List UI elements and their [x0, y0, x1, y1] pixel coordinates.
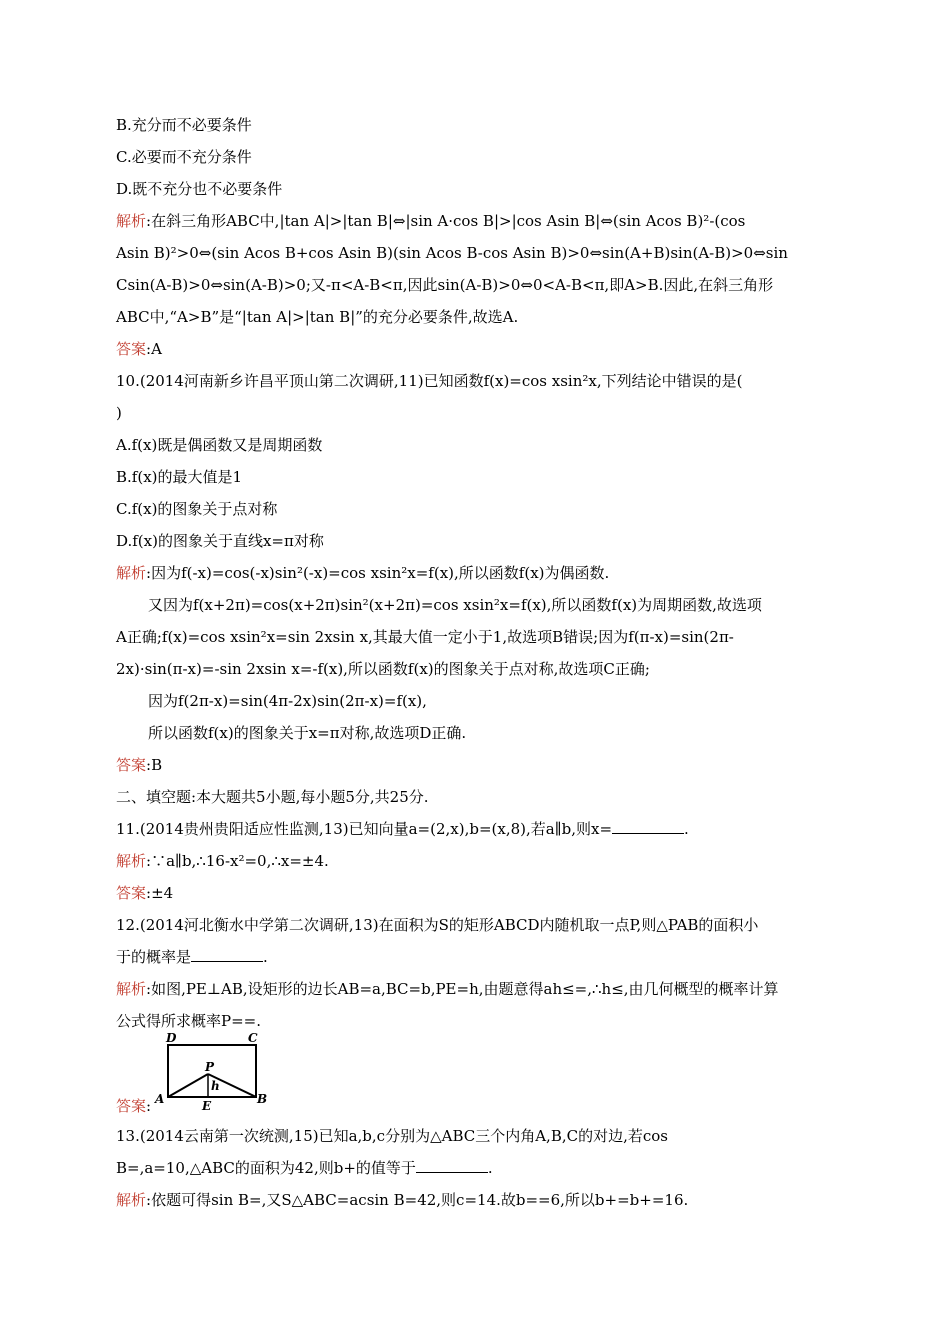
- text-line: [116, 819, 689, 839]
- line-text: D.f(x)的图象关于直线x=π对称: [116, 532, 324, 550]
- line-text: 12.(2014河北衡水中学第二次调研,13)在面积为S的矩形ABCD内随机取一点P,则△PAB的面积小: [116, 916, 759, 934]
- line-text: 10.(2014河南新乡许昌平顶山第二次调研,11)已知函数f(x)=cos xsin²x,下列结论中错误的是(: [116, 372, 743, 390]
- line-text: :: [146, 1097, 152, 1115]
- line-text: Asin B)²>0⇔(sin Acos B+cos Asin B)(sin Acos B-cos Asin B)>0⇔sin(A+B)sin(A-B)>0⇔sin: [116, 244, 788, 262]
- analysis-label: 解析: [116, 212, 147, 230]
- text-line: [116, 1126, 668, 1146]
- analysis-label: 解析: [116, 980, 147, 998]
- line-text: Csin(A-B)>0⇔sin(A-B)>0;又-π<A-B<π,因此sin(A-B)>0⇔0<A-B<π,即A>B.因此,在斜三角形: [116, 276, 774, 294]
- line-text: ABC中,“A>B”是“|tan A|>|tan B|”的充分必要条件,故选A.: [116, 308, 519, 326]
- text-line: [116, 179, 282, 199]
- text-line: [116, 275, 773, 295]
- line-text: 又因为f(x+2π)=cos(x+2π)sin²(x+2π)=cos xsin²x=f(x),所以函数f(x)为周期函数,故选项: [148, 596, 762, 614]
- answer-blank: [612, 819, 684, 834]
- line-text: :∵a∥b,∴16-x²=0,∴x=±4.: [146, 852, 329, 870]
- analysis-line: [116, 563, 609, 583]
- text-line: [116, 435, 322, 455]
- line-text: :如图,PE⊥AB,设矩形的边长AB=a,BC=b,PE=h,由题意得ah≤=,∴h≤,由几何概型的概率计算: [146, 980, 779, 998]
- text-line: [116, 403, 122, 423]
- label-d: D: [166, 1031, 177, 1045]
- blank-period: .: [263, 948, 268, 966]
- answer-label: 答案: [116, 756, 147, 774]
- line-text: 11.(2014贵州贵阳适应性监测,13)已知向量a=(2,x),b=(x,8),若a∥b,则x=: [116, 820, 613, 838]
- text-line: [116, 467, 242, 487]
- label-c: C: [248, 1031, 258, 1045]
- text-line: [148, 723, 466, 743]
- line-text: 所以函数f(x)的图象关于x=π对称,故选项D正确.: [148, 724, 467, 742]
- blank-period: .: [487, 1159, 493, 1177]
- text-line: [116, 947, 268, 967]
- text-line: [116, 371, 742, 391]
- line-text: 13.(2014云南第一次统测,15)已知a,b,c分别为△ABC三个内角A,B,C的对边,若cos: [116, 1127, 668, 1145]
- analysis-line: [116, 979, 779, 999]
- analysis-label: 解析: [116, 564, 147, 582]
- answer-label: 答案: [116, 340, 147, 358]
- line-text: B.充分而不必要条件: [116, 116, 252, 134]
- text-line: [148, 595, 762, 615]
- line-text: C.必要而不充分条件: [116, 148, 252, 166]
- text-line: [148, 691, 427, 711]
- label-p: P: [205, 1060, 215, 1074]
- answer-blank: [191, 947, 263, 962]
- answer-line: [116, 755, 162, 775]
- answer-line: [116, 339, 162, 359]
- line-text: D.既不充分也不必要条件: [116, 180, 283, 198]
- label-b: B: [257, 1092, 268, 1106]
- segment-pa: [168, 1074, 208, 1097]
- analysis-line: [116, 1190, 688, 1210]
- text-line: [116, 307, 518, 327]
- line-text: A.f(x)既是偶函数又是周期函数: [116, 436, 323, 454]
- line-text: A正确;f(x)=cos xsin²x=sin 2xsin x,其最大值一定小于1,故选项B错误;因为f(π-x)=sin(2π-: [116, 628, 734, 646]
- text-line: [116, 531, 324, 551]
- label-e: E: [202, 1099, 212, 1112]
- line-text: :±4: [146, 884, 174, 902]
- text-line: [116, 243, 788, 263]
- line-text: B=,a=10,△ABC的面积为42,则b+的值等于: [116, 1159, 416, 1177]
- line-text: B.f(x)的最大值是1: [116, 468, 243, 486]
- text-line: [116, 1158, 493, 1178]
- text-line: [116, 1011, 261, 1031]
- answer-label: 答案: [116, 884, 147, 902]
- text-line: [116, 659, 650, 679]
- line-text: :因为f(-x)=cos(-x)sin²(-x)=cos xsin²x=f(x),所以函数f(x)为偶函数.: [146, 564, 610, 582]
- label-a: A: [155, 1092, 165, 1106]
- rectangle-figure: [150, 1030, 270, 1112]
- text-line: [116, 627, 734, 647]
- text-line: [116, 787, 429, 807]
- line-text: 因为f(2π-x)=sin(4π-2x)sin(2π-x)=f(x),: [148, 692, 427, 710]
- line-text: 2x)·sin(π-x)=-sin 2xsin x=-f(x),所以函数f(x)的图象关于点对称,故选项C正确;: [116, 660, 650, 678]
- analysis-line: [116, 851, 329, 871]
- line-text: :A: [146, 340, 162, 358]
- line-text: :在斜三角形ABC中,|tan A|>|tan B|⇔|sin A·cos B|>|cos Asin B|⇔(sin Acos B)²-(cos: [146, 212, 746, 230]
- analysis-label: 解析: [116, 852, 147, 870]
- text-line: [116, 147, 252, 167]
- label-h: h: [211, 1079, 220, 1093]
- answer-blank: [416, 1158, 488, 1173]
- line-text: C.f(x)的图象关于点对称: [116, 500, 278, 518]
- line-text: 公式得所求概率P==.: [116, 1012, 261, 1030]
- line-text: 于的概率是: [116, 948, 192, 966]
- answer-line: [116, 883, 173, 903]
- answer-label: 答案: [116, 1097, 147, 1115]
- line-text: :B: [146, 756, 163, 774]
- text-line: [116, 915, 758, 935]
- analysis-label: 解析: [116, 1191, 147, 1209]
- line-text: :依题可得sin B=,又S△ABC=acsin B=42,则c=14.故b==6,所以b+=b+=16.: [146, 1191, 689, 1209]
- answer-line: [116, 1096, 151, 1116]
- line-text: ): [116, 404, 122, 422]
- text-line: [116, 499, 277, 519]
- text-line: [116, 115, 252, 135]
- blank-period: .: [684, 820, 689, 838]
- line-text: 二、填空题:本大题共5小题,每小题5分,共25分.: [116, 788, 429, 806]
- analysis-line: [116, 211, 745, 231]
